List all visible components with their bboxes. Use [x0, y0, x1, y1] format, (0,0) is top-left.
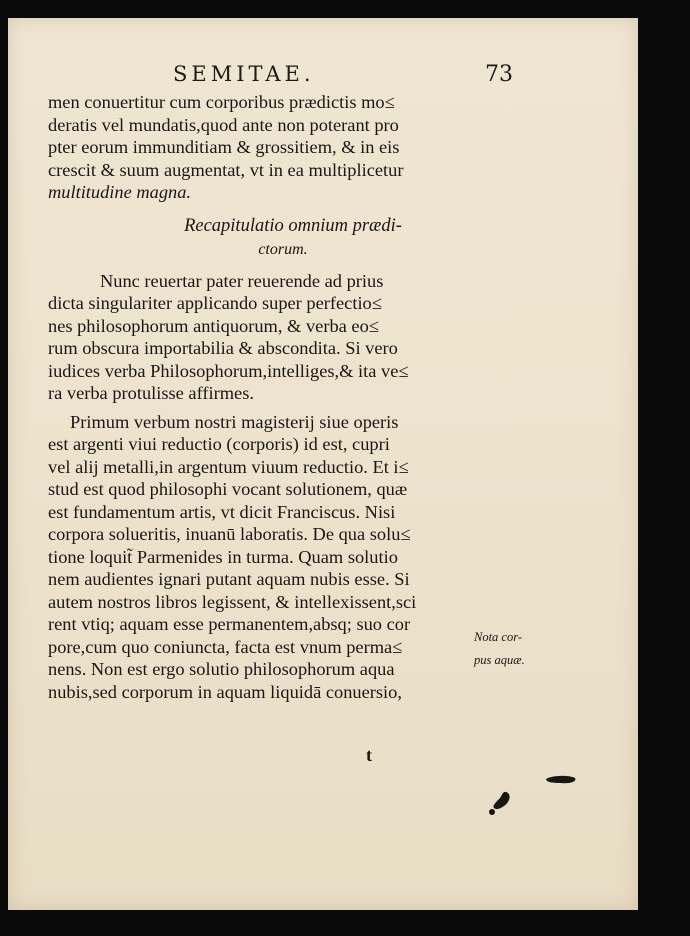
- text-line: Nunc reuertar pater reuerende ad prius: [100, 270, 384, 291]
- text-line: vel alij metalli,in argentum viuum reductio. Et i≤: [48, 456, 409, 477]
- text-line: pter eorum immunditiam & grossitiem, & in eis: [48, 137, 400, 157]
- text-line: ra verba protulisse affirmes.: [48, 383, 254, 403]
- text-line: rent vtiq; aquam esse permanentem,absq; suo cor: [48, 614, 411, 634]
- text-line: tione loquit̃ Parmenides in turma. Quam solutio: [48, 546, 398, 567]
- text-line: nubis,sed corporum in aquam liquidā conuersio,: [48, 681, 402, 702]
- marginal-note-line: pus aquæ.: [474, 652, 525, 667]
- paragraph-3: [48, 411, 478, 704]
- text-line: Primum verbum nostri magisterij siue operis: [70, 411, 399, 432]
- text-line: nem audientes ignari putant aquam nubis esse. Si: [48, 569, 410, 589]
- text-line: men conuertitur cum corporibus prædictis mo≤: [48, 92, 395, 112]
- catchword: t: [366, 745, 372, 765]
- book-page: [8, 18, 638, 910]
- main-text: [48, 91, 478, 703]
- ink-mark-icon: [544, 773, 578, 787]
- marginal-note-line: Nota cor-: [474, 630, 523, 644]
- text-line: multitudine magna.: [48, 182, 192, 202]
- ink-blot-icon: [486, 788, 516, 818]
- text-line: rum obscura importabilia & abscondita. Si vero: [48, 338, 398, 358]
- text-line: stud est quod philosophi vocant solutionem, quæ: [48, 479, 408, 499]
- paragraph-1: [48, 91, 478, 204]
- text-line: corpora solueritis, inuanū laboratis. De qua solu≤: [48, 524, 411, 544]
- page-header: [173, 62, 513, 92]
- section-heading: [48, 214, 478, 262]
- text-line: pore,cum quo coniuncta, facta est vnum perma≤: [48, 636, 403, 657]
- running-head: SEMITAE.: [173, 62, 315, 86]
- text-line: dicta singulariter applicando super perfectio≤: [48, 293, 382, 313]
- text-line: nens. Non est ergo solutio philosophorum aqua: [48, 659, 395, 679]
- paragraph-2: [48, 270, 478, 405]
- text-line: est fundamentum artis, vt dicit Franciscus. Nisi: [48, 501, 396, 522]
- page-number: 73: [485, 62, 513, 87]
- text-line: autem nostros libros legissent, & intellexissent,sci: [48, 591, 417, 612]
- heading-line: ctorum.: [258, 240, 308, 258]
- heading-line: Recapitulatio omnium prædi-: [184, 215, 402, 236]
- text-line: deratis vel mundatis,quod ante non poterant pro: [48, 114, 399, 135]
- marginal-note: [474, 626, 554, 671]
- text-line: nes philosophorum antiquorum, & verba eo≤: [48, 315, 379, 336]
- text-line: iudices verba Philosophorum,intelliges,& ita ve≤: [48, 360, 409, 381]
- text-line: crescit & suum augmentat, vt in ea multiplicetur: [48, 159, 404, 180]
- text-line: est argenti viui reductio (corporis) id est, cupri: [48, 434, 390, 454]
